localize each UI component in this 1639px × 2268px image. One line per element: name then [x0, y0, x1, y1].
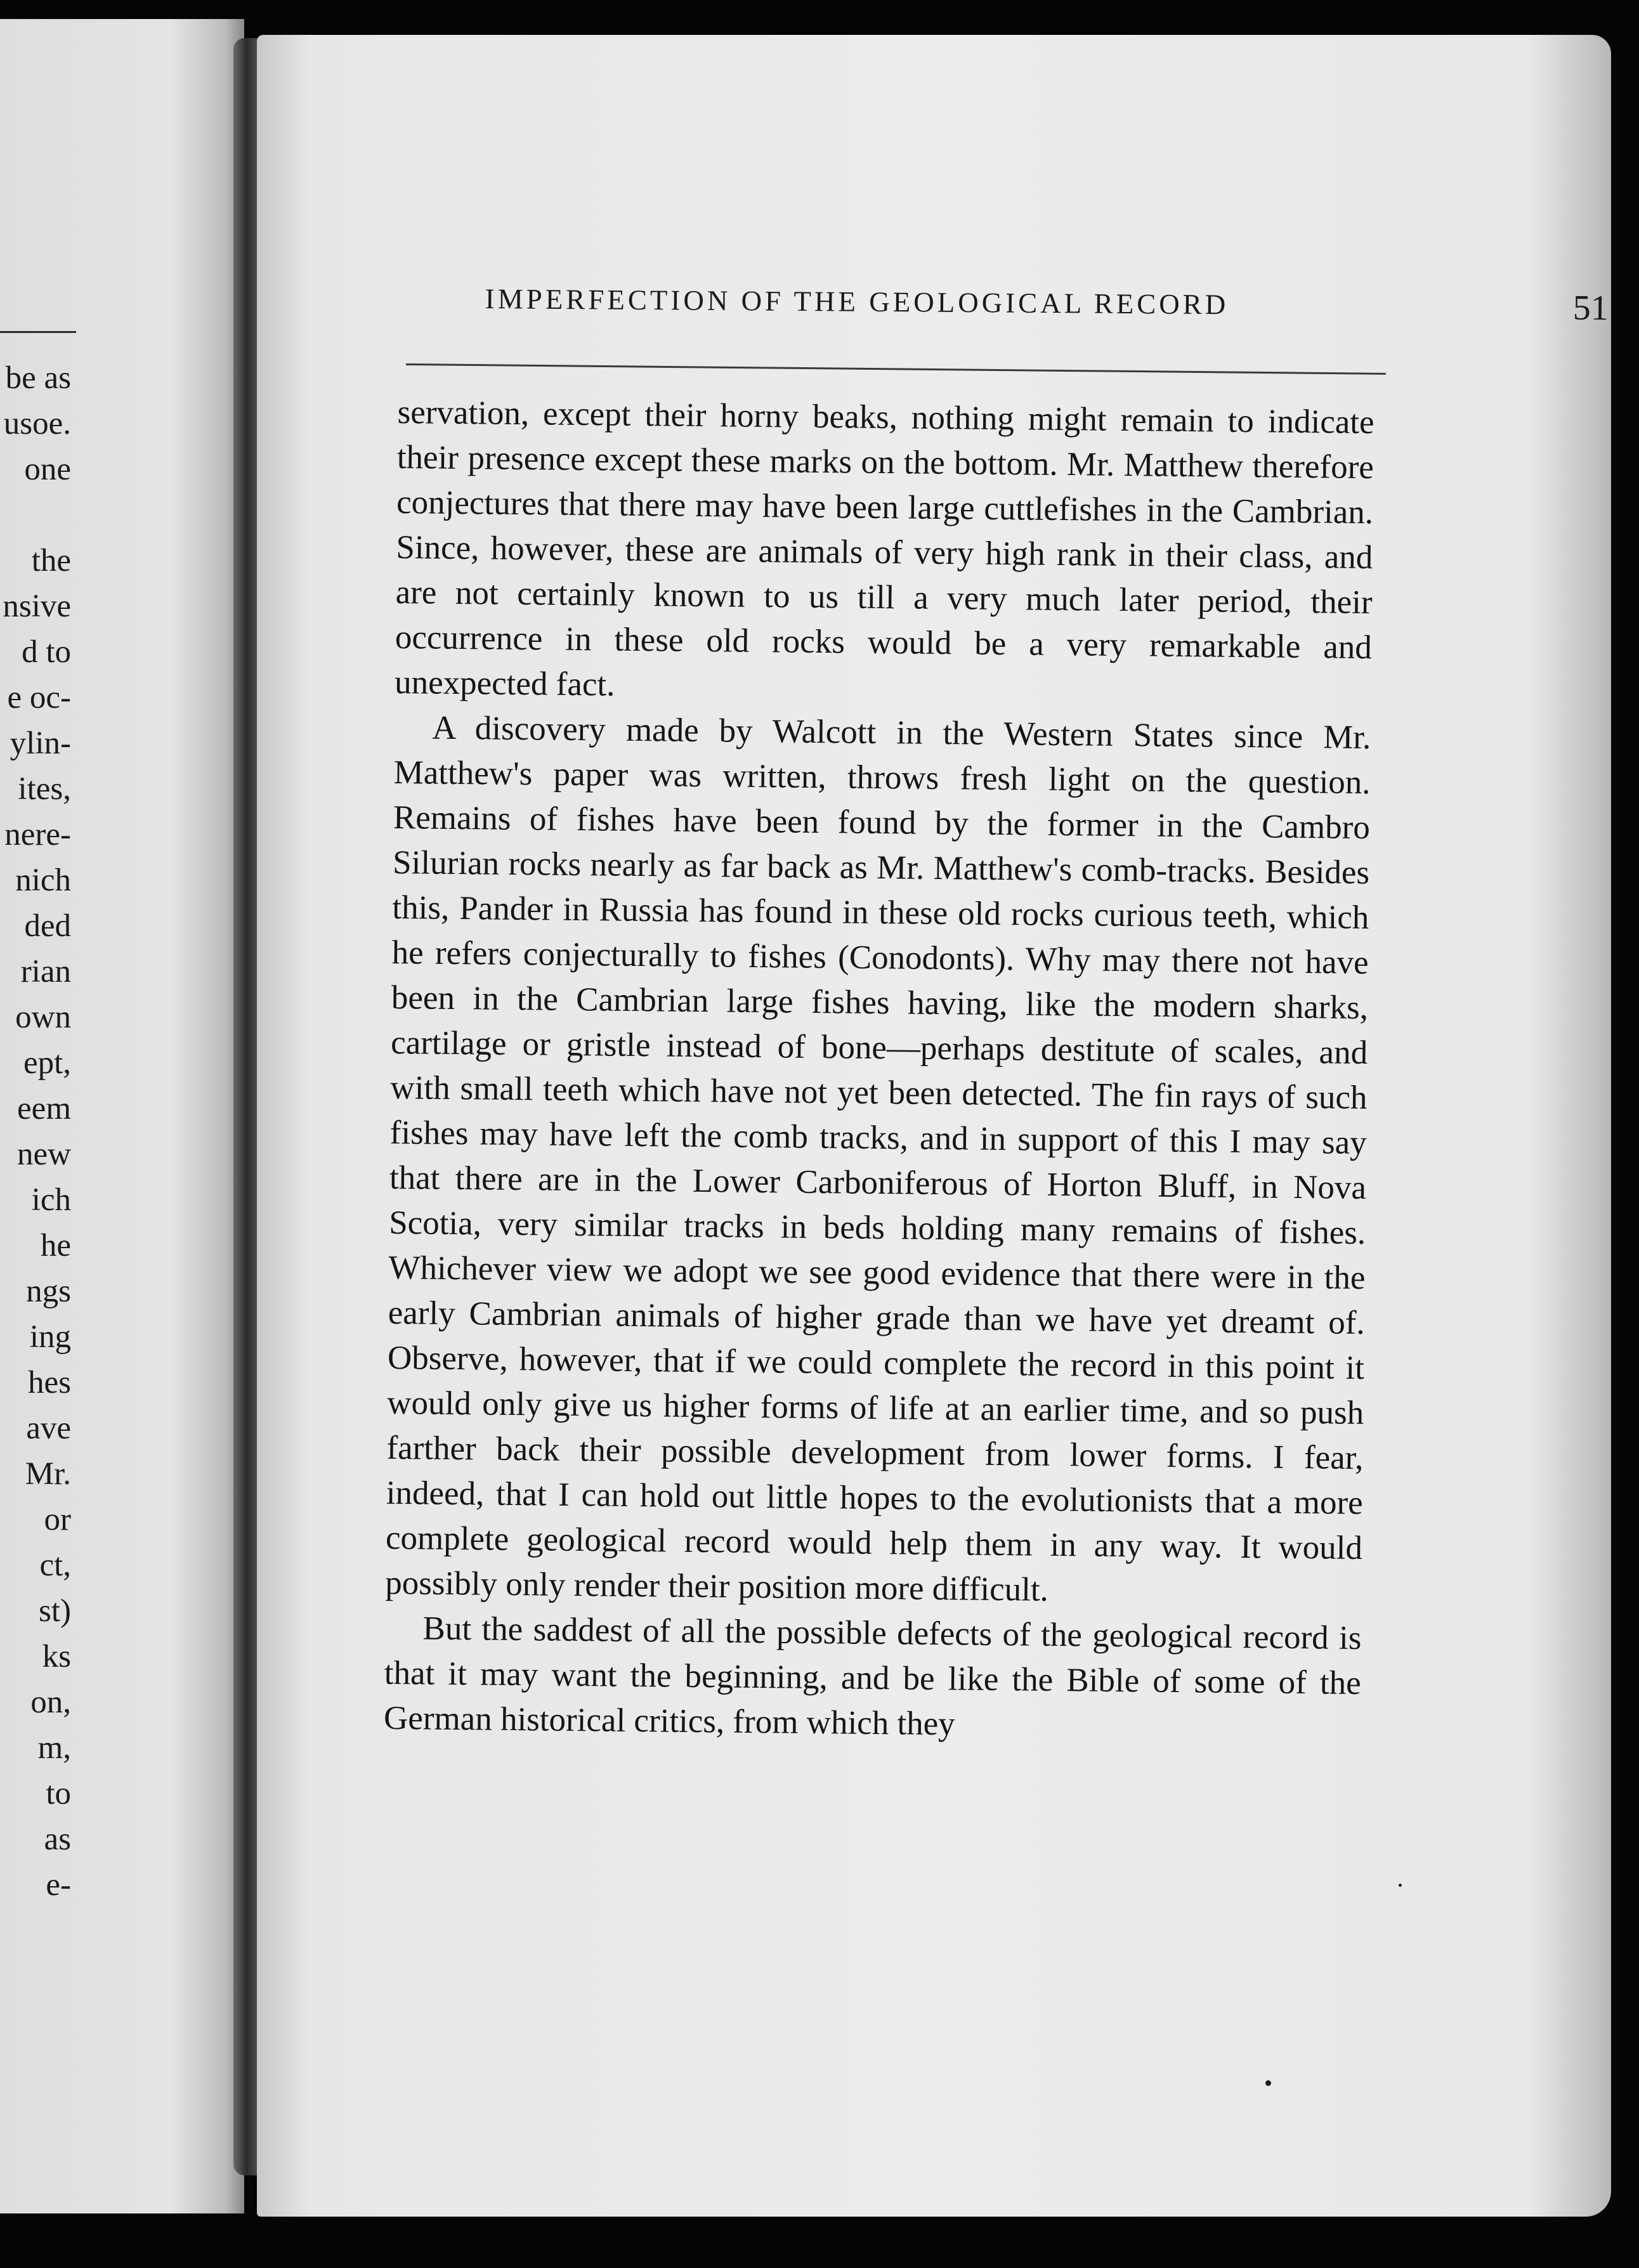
left-line: e oc- [7, 680, 71, 715]
left-line: be as [5, 360, 71, 396]
paragraph: A discovery made by Walcott in the Western States since Mr. Matthew's paper was written, throws fresh light on the question. Remains of fishes have been found by the former in the Cambro Silurian rocks nearly as far back as Mr. Matthew's comb-tracks. Besides this, Pander in Russia has found in these old rocks curious teeth, which he refers conjecturally to fishes (Conodonts). Why may there not have been in the Cambrian large fishes having, like the modern sharks, cartilage or gristle instead of bone—perhaps destitute of scales, and with small teeth which have not yet been detected. The fin rays of such fishes may have left the comb tracks, and in support of this I may say that there are in the Lower Carboniferous of Horton Bluff, in Nova Scotia, very similar tracks in beds holding many remains of fishes. Whichever view we adopt we see good evidence that there were in the early Cambrian animals of higher grade than we have yet dreamt of. Observe, however, that if we could complete the record in this point it would only give us higher forms of life at an earlier time, and so push farther back their possible development from lower forms. I fear, indeed, that I can hold out little hopes to the evolutionists that a more complete geological record would help them in any way. It would possibly only render their position more difficult. [384, 709, 1371, 1608]
left-line: ept, [23, 1045, 71, 1081]
left-line: ites, [18, 771, 71, 807]
left-line: d to [22, 634, 71, 670]
left-line: eem [17, 1091, 71, 1126]
left-line: m, [37, 1730, 71, 1766]
left-line: ngs [26, 1274, 71, 1309]
left-line: ylin- [10, 726, 71, 761]
left-line: nere- [4, 817, 71, 852]
left-line: or [44, 1502, 71, 1537]
speck-mark [1265, 2080, 1271, 2086]
left-line: e- [46, 1867, 71, 1903]
right-page [257, 35, 1611, 2217]
body-text [384, 390, 1375, 1751]
left-line: hes [28, 1365, 71, 1400]
left-line: nsive [3, 589, 71, 624]
left-line: new [17, 1137, 71, 1172]
left-page-text [0, 355, 71, 1908]
left-line: to [46, 1776, 71, 1811]
left-line: rian [20, 954, 71, 989]
left-line: one [24, 452, 71, 487]
running-header [485, 282, 1611, 348]
speck-mark [1399, 1884, 1402, 1887]
paragraph: But the saddest of all the possible defects of the geological record is that it may want the beginning, and be like the Bible of some of the German historical critics, from which they [383, 1610, 1362, 1743]
running-title: IMPERFECTION OF THE GEOLOGICAL RECORD [485, 282, 1229, 321]
left-line: ded [24, 908, 71, 944]
left-line: the [31, 543, 71, 578]
left-line: ich [31, 1182, 71, 1218]
left-line: as [44, 1822, 71, 1857]
left-line: usoe. [3, 406, 71, 441]
left-line: ing [29, 1319, 71, 1355]
left-line-blank [0, 492, 71, 538]
left-line: nich [15, 863, 71, 898]
left-page [0, 19, 244, 2213]
header-rule [406, 363, 1386, 375]
left-line: own [15, 1000, 71, 1035]
left-line: st) [39, 1593, 71, 1629]
paragraph: servation, except their horny beaks, nothing might remain to indicate their presence except these marks on the bottom. Mr. Matthew therefore conjectures that there may have been large cuttlefishes in the Cambrian. Since, however, these are animals of very high rank in their class, and are not certainly known to us till a very much later period, their occurrence in these old rocks would be a very remarkable and unexpected fact. [394, 393, 1375, 703]
left-line: Mr. [25, 1456, 71, 1492]
left-line: he [40, 1228, 71, 1263]
page-number: 51 [1572, 288, 1609, 328]
left-line: ave [26, 1411, 71, 1446]
left-line: on, [30, 1685, 71, 1720]
left-line: ks [42, 1639, 71, 1674]
left-header-rule [0, 331, 76, 333]
left-line: ct, [39, 1548, 71, 1583]
